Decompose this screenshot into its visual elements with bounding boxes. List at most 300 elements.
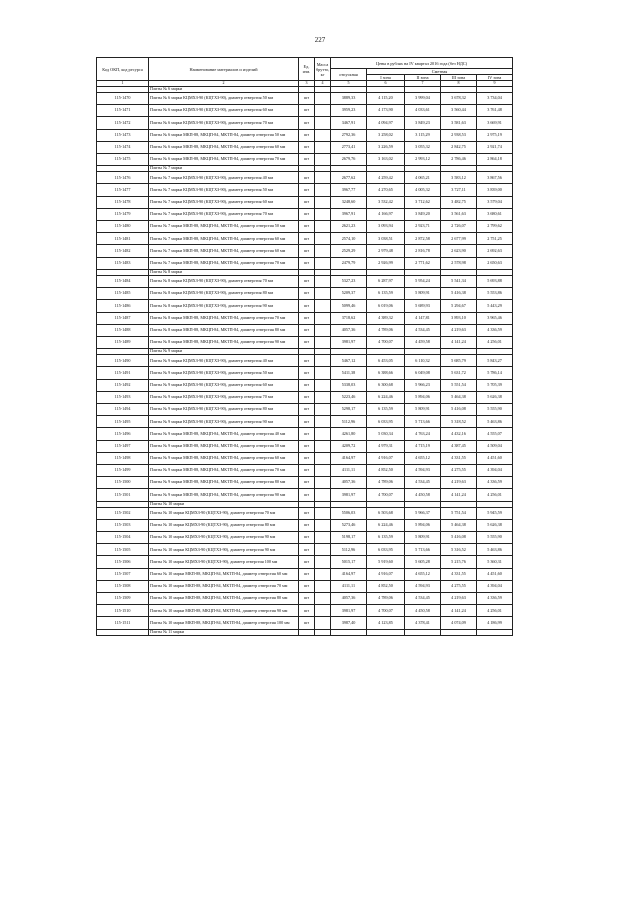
resource-code: 115-1511 [97, 617, 149, 629]
unit: шт [299, 507, 315, 519]
price-otpusknaya: 4164,97 [331, 568, 367, 580]
price-zone-3: 5 751,54 [441, 507, 477, 519]
material-name: Плиты № 9 марки МКП-88, МКЦП-84, МКТП-84, диаметр отверстия 80 мм [149, 477, 299, 489]
price-zone-2: 4 147,81 [405, 312, 441, 324]
price-zone-2: 5 894,06 [405, 519, 441, 531]
mass [315, 129, 331, 141]
price-zone-1: 4 173,90 [367, 105, 405, 117]
mass [315, 184, 331, 196]
column-number-7: 7 [405, 81, 441, 87]
price-zone-1: 6 224,46 [367, 519, 405, 531]
column-number-5: 5 [331, 81, 367, 87]
price-zone-3: 5 464,38 [441, 519, 477, 531]
price-zone-1: 5 030,34 [367, 428, 405, 440]
resource-code: 115-1475 [97, 153, 149, 165]
material-name: Плиты № 7 марки КЦМХЗ-90 (КЦТХЗ-90), диаметр отверстия 50 мм [149, 184, 299, 196]
resource-code: 115-1502 [97, 507, 149, 519]
table-row [97, 416, 513, 428]
header-zone-4: IV зона [477, 75, 513, 81]
material-name: Плиты № 7 марки МКП-88, МКЦП-84, МКТП-84, диаметр отверстия 70 мм [149, 257, 299, 269]
resource-code: 115-1489 [97, 336, 149, 348]
price-zone-2: 2 923,71 [405, 221, 441, 233]
resource-code: 115-1510 [97, 605, 149, 617]
group-empty-cell [441, 629, 477, 635]
unit: шт [299, 404, 315, 416]
resource-code: 115-1499 [97, 464, 149, 476]
unit: шт [299, 245, 315, 257]
material-name: Плиты № 9 марки МКП-88, МКЦП-84, МКТП-84, диаметр отверстия 50 мм [149, 440, 299, 452]
header-code: Код ОКП, код ресурса [97, 58, 149, 81]
price-zone-1: 4 259,42 [367, 172, 405, 184]
mass [315, 617, 331, 629]
price-otpusknaya: 3718,62 [331, 312, 367, 324]
price-otpusknaya: 5327,23 [331, 275, 367, 287]
price-zone-4: 2 650,63 [477, 257, 513, 269]
unit: шт [299, 416, 315, 428]
unit: шт [299, 519, 315, 531]
column-number-8: 8 [441, 81, 477, 87]
table-row [97, 245, 513, 257]
unit: шт [299, 593, 315, 605]
material-name: Плиты № 6 марки МКП-88, МКЦП-84, МКТП-84, диаметр отверстия 50 мм [149, 129, 299, 141]
price-zone-2: 4 534,45 [405, 324, 441, 336]
price-zone-1: 4 166,97 [367, 208, 405, 220]
price-zone-3: 4 331,55 [441, 568, 477, 580]
price-otpusknaya: 3987,40 [331, 617, 367, 629]
price-zone-3: 3 581,63 [441, 117, 477, 129]
price-zone-1: 6 135,59 [367, 288, 405, 300]
price-zone-3: 2 677,99 [441, 233, 477, 245]
resource-code: 115-1498 [97, 452, 149, 464]
price-otpusknaya: 4057,36 [331, 593, 367, 605]
price-zone-2: 2 872,58 [405, 233, 441, 245]
price-zone-4: 5 463,86 [477, 544, 513, 556]
material-name: Плиты № 9 марки КЦМХЗ-90 (КЦТХЗ-90), диаметр отверстия 90 мм [149, 416, 299, 428]
price-zone-1: 4 789,06 [367, 593, 405, 605]
resource-code: 115-1476 [97, 172, 149, 184]
resource-code: 115-1479 [97, 208, 149, 220]
material-name: Плиты № 8 марки КЦМХЗ-90 (КЦТХЗ-90), диаметр отверстия 90 мм [149, 300, 299, 312]
material-name: Плиты № 6 марки КЦМХЗ-90 (КЦТХЗ-90), диаметр отверстия 50 мм [149, 92, 299, 104]
price-otpusknaya: 3889,33 [331, 92, 367, 104]
unit: шт [299, 117, 315, 129]
price-otpusknaya: 2621,23 [331, 221, 367, 233]
mass [315, 379, 331, 391]
price-zone-1: 3 038,51 [367, 233, 405, 245]
mass [315, 580, 331, 592]
price-otpusknaya: 3967,91 [331, 208, 367, 220]
header-prices: Цены в рублях на IV квартал 2016 года (без НДС) [331, 58, 513, 69]
price-otpusknaya: 3981,97 [331, 489, 367, 501]
price-zone-3: 5 416,38 [441, 288, 477, 300]
unit: шт [299, 489, 315, 501]
material-name: Плиты № 9 марки КЦМХЗ-90 (КЦТХЗ-90), диаметр отверстия 40 мм [149, 355, 299, 367]
group-title: Плиты № 11 марки [149, 629, 299, 635]
mass [315, 544, 331, 556]
price-zone-2: 3 999,04 [405, 92, 441, 104]
resource-code: 115-1492 [97, 379, 149, 391]
price-zone-3: 3 678,32 [441, 92, 477, 104]
table-row [97, 593, 513, 605]
price-otpusknaya: 5298,17 [331, 404, 367, 416]
unit: шт [299, 324, 315, 336]
material-name: Плиты № 9 марки КЦМХЗ-90 (КЦТХЗ-90), диаметр отверстия 50 мм [149, 367, 299, 379]
resource-code: 115-1487 [97, 312, 149, 324]
material-name: Плиты № 10 марки КЦМХЗ-90 (КЦТХЗ-90), диаметр отверстия 80 мм [149, 519, 299, 531]
price-zone-3: 3 893,10 [441, 312, 477, 324]
price-zone-4: 5 626,38 [477, 391, 513, 403]
price-zone-1: 6 019,06 [367, 300, 405, 312]
column-number-2: 2 [149, 81, 299, 87]
material-name: Плиты № 10 марки МКП-88, МКЦП-84, МКТП-84, диаметр отверстия 90 мм [149, 605, 299, 617]
price-otpusknaya: 5467,12 [331, 355, 367, 367]
table-row [97, 404, 513, 416]
price-zone-3: 4 141,24 [441, 605, 477, 617]
price-zone-4: 4 186,99 [477, 617, 513, 629]
table-row [97, 544, 513, 556]
price-otpusknaya: 3248,60 [331, 196, 367, 208]
price-otpusknaya: 5273,46 [331, 519, 367, 531]
price-zone-4: 2 692,63 [477, 245, 513, 257]
price-otpusknaya: 4209,72 [331, 440, 367, 452]
price-zone-2: 4 594,93 [405, 464, 441, 476]
unit: шт [299, 172, 315, 184]
unit: шт [299, 452, 315, 464]
price-zone-1: 6 033,95 [367, 416, 405, 428]
group-empty-cell [299, 629, 315, 635]
price-zone-1: 3 258,02 [367, 129, 405, 141]
price-otpusknaya: 4057,36 [331, 324, 367, 336]
resource-code: 115-1508 [97, 580, 149, 592]
material-name: Плиты № 9 марки МКП-88, МКЦП-84, МКТП-84, диаметр отверстия 60 мм [149, 452, 299, 464]
price-zone-1: 4 700,07 [367, 605, 405, 617]
group-empty-cell [315, 629, 331, 635]
price-otpusknaya: 2677,62 [331, 172, 367, 184]
table-row [97, 153, 513, 165]
header-smetnaya: Сметная [367, 69, 513, 75]
table-row [97, 336, 513, 348]
price-zone-1: 4 852,50 [367, 464, 405, 476]
mass [315, 221, 331, 233]
resource-code: 115-1473 [97, 129, 149, 141]
price-otpusknaya: 3967,77 [331, 184, 367, 196]
price-zone-2: 3 712,62 [405, 196, 441, 208]
unit: шт [299, 300, 315, 312]
group-empty-cell [405, 629, 441, 635]
mass [315, 196, 331, 208]
material-name: Плиты № 7 марки МКП-88, МКЦП-84, МКТП-84, диаметр отверстия 50 мм [149, 221, 299, 233]
header-unit: Ед. изм. [299, 58, 315, 81]
price-zone-3: 2 726,07 [441, 221, 477, 233]
resource-code: 115-1500 [97, 477, 149, 489]
price-zone-3: 4 275,55 [441, 580, 477, 592]
table-row [97, 379, 513, 391]
price-otpusknaya: 5223,46 [331, 391, 367, 403]
price-zone-4: 3 734,04 [477, 92, 513, 104]
price-zone-1: 6 135,59 [367, 532, 405, 544]
price-zone-1: 3 163,02 [367, 153, 405, 165]
price-zone-2: 6 049,08 [405, 367, 441, 379]
material-name: Плиты № 10 марки КЦМХЗ-90 (КЦТХЗ-90), диаметр отверстия 70 мм [149, 507, 299, 519]
table-row [97, 275, 513, 287]
price-zone-2: 4 715,19 [405, 440, 441, 452]
price-zone-4: 5 626,38 [477, 519, 513, 531]
resource-code: 115-1474 [97, 141, 149, 153]
price-zone-1: 4 389,32 [367, 312, 405, 324]
price-zone-2: 4 450,58 [405, 605, 441, 617]
unit: шт [299, 141, 315, 153]
price-zone-1: 4 115,20 [367, 92, 405, 104]
resource-code: 115-1501 [97, 489, 149, 501]
price-zone-2: 5 713,66 [405, 416, 441, 428]
price-zone-2: 5 809,91 [405, 404, 441, 416]
price-zone-3: 2 842,75 [441, 141, 477, 153]
table-row [97, 605, 513, 617]
material-name: Плиты № 9 марки МКП-88, МКЦП-84, МКТП-84, диаметр отверстия 40 мм [149, 428, 299, 440]
unit: шт [299, 379, 315, 391]
price-otpusknaya: 2679,76 [331, 153, 367, 165]
price-zone-3: 5 316,52 [441, 544, 477, 556]
table-row [97, 141, 513, 153]
price-zone-1: 4 852,50 [367, 580, 405, 592]
mass [315, 172, 331, 184]
mass [315, 92, 331, 104]
group-title: Плиты № 10 марки [149, 501, 299, 507]
price-zone-2: 2 771,62 [405, 257, 441, 269]
price-zone-3: 5 215,76 [441, 556, 477, 568]
price-zone-4: 4 256,01 [477, 489, 513, 501]
resource-code: 115-1495 [97, 416, 149, 428]
price-zone-3: 4 387,45 [441, 440, 477, 452]
table-row [97, 568, 513, 580]
price-zone-3: 3 482,75 [441, 196, 477, 208]
resource-code: 115-1503 [97, 519, 149, 531]
resource-code: 115-1494 [97, 404, 149, 416]
price-zone-2: 5 605,28 [405, 556, 441, 568]
price-zone-4: 3 965,46 [477, 312, 513, 324]
column-number-3: 3 [299, 81, 315, 87]
price-zone-3: 2 623,90 [441, 245, 477, 257]
material-name: Плиты № 8 марки КЦМХЗ-90 (КЦТХЗ-90), диаметр отверстия 80 мм [149, 288, 299, 300]
unit: шт [299, 544, 315, 556]
price-zone-4: 3 839,00 [477, 184, 513, 196]
mass [315, 117, 331, 129]
table-row [97, 532, 513, 544]
table-row [97, 355, 513, 367]
price-zone-1: 4 094,97 [367, 117, 405, 129]
table-row [97, 477, 513, 489]
price-zone-2: 4 655,12 [405, 568, 441, 580]
price-otpusknaya: 5099,46 [331, 300, 367, 312]
price-zone-1: 6 300,68 [367, 379, 405, 391]
price-zone-1: 4 700,07 [367, 336, 405, 348]
mass [315, 489, 331, 501]
resource-code: 115-1505 [97, 544, 149, 556]
unit: шт [299, 440, 315, 452]
price-zone-4: 5 443,29 [477, 300, 513, 312]
price-zone-3: 4 141,24 [441, 336, 477, 348]
price-zone-1: 3 226,59 [367, 141, 405, 153]
price-zone-3: 5 294,67 [441, 300, 477, 312]
price-otpusknaya: 5506,03 [331, 507, 367, 519]
resource-code: 115-1507 [97, 568, 149, 580]
price-zone-2: 5 894,06 [405, 391, 441, 403]
price-zone-1: 2 926,99 [367, 257, 405, 269]
price-otpusknaya: 5198,17 [331, 532, 367, 544]
table-row [97, 172, 513, 184]
material-name: Плиты № 9 марки КЦМХЗ-90 (КЦТХЗ-90), диаметр отверстия 60 мм [149, 379, 299, 391]
table-row [97, 288, 513, 300]
price-zone-4: 5 843,27 [477, 355, 513, 367]
table-row [97, 105, 513, 117]
price-otpusknaya: 4111,11 [331, 580, 367, 592]
price-zone-3: 5 541,34 [441, 275, 477, 287]
mass [315, 464, 331, 476]
price-zone-4: 5 786,14 [477, 367, 513, 379]
price-zone-1: 4 700,07 [367, 489, 405, 501]
price-zone-3: 2 578,98 [441, 257, 477, 269]
mass [315, 275, 331, 287]
material-name: Плиты № 10 марки МКП-88, МКЦП-84, МКТП-84, диаметр отверстия 70 мм [149, 580, 299, 592]
mass [315, 257, 331, 269]
table-row [97, 208, 513, 220]
price-zone-2: 3 055,32 [405, 141, 441, 153]
mass [315, 336, 331, 348]
table-row [97, 452, 513, 464]
table-row [97, 196, 513, 208]
material-name: Плиты № 9 марки КЦМХЗ-90 (КЦТХЗ-90), диаметр отверстия 80 мм [149, 404, 299, 416]
unit: шт [299, 257, 315, 269]
price-otpusknaya: 5209,37 [331, 288, 367, 300]
price-zone-4: 3 680,61 [477, 208, 513, 220]
price-otpusknaya: 4111,11 [331, 464, 367, 476]
table-row [97, 617, 513, 629]
price-zone-4: 2 799,62 [477, 221, 513, 233]
material-name: Плиты № 10 марки МКП-88, МКЦП-84, МКТП-84, диаметр отверстия 100 мм [149, 617, 299, 629]
price-zone-4: 2 864,18 [477, 153, 513, 165]
price-zone-3: 4 141,24 [441, 489, 477, 501]
mass [315, 355, 331, 367]
resource-code: 115-1482 [97, 245, 149, 257]
price-zone-1: 3 532,42 [367, 196, 405, 208]
unit: шт [299, 196, 315, 208]
price-zone-2: 4 378,41 [405, 617, 441, 629]
column-number-6: 6 [367, 81, 405, 87]
mass [315, 208, 331, 220]
price-zone-4: 3 761,48 [477, 105, 513, 117]
price-zone-3: 4 219,63 [441, 477, 477, 489]
mass [315, 416, 331, 428]
price-zone-2: 4 033,61 [405, 105, 441, 117]
price-zone-1: 6 503,68 [367, 507, 405, 519]
price-zone-4: 2 921,74 [477, 141, 513, 153]
price-zone-1: 6 224,46 [367, 391, 405, 403]
unit: шт [299, 580, 315, 592]
price-zone-1: 6 388,66 [367, 367, 405, 379]
mass [315, 153, 331, 165]
mass [315, 605, 331, 617]
price-zone-1: 3 093,94 [367, 221, 405, 233]
unit: шт [299, 568, 315, 580]
mass [315, 391, 331, 403]
header-zone-2: II зона [405, 75, 441, 81]
price-otpusknaya: 4057,36 [331, 477, 367, 489]
price-zone-2: 5 809,91 [405, 288, 441, 300]
table-row [97, 580, 513, 592]
resource-code: 115-1484 [97, 275, 149, 287]
unit: шт [299, 605, 315, 617]
price-zone-2: 4 065,21 [405, 172, 441, 184]
price-zone-4: 4 555,07 [477, 428, 513, 440]
column-number-9: 9 [477, 81, 513, 87]
mass [315, 440, 331, 452]
material-name: Плиты № 7 марки МКП-88, МКЦП-84, МКТП-84, диаметр отверстия 60 мм [149, 245, 299, 257]
mass [315, 452, 331, 464]
price-zone-2: 4 534,45 [405, 477, 441, 489]
table-row [97, 391, 513, 403]
material-name: Плиты № 6 марки МКП-88, МКЦП-84, МКТП-84, диаметр отверстия 70 мм [149, 153, 299, 165]
price-otpusknaya: 3981,97 [331, 336, 367, 348]
price-zone-2: 5 966,37 [405, 507, 441, 519]
material-name: Плиты № 10 марки КЦМХЗ-90 (КЦТХЗ-90), диаметр отверстия 90 мм [149, 544, 299, 556]
material-name: Плиты № 10 марки КЦМХЗ-90 (КЦТХЗ-90), диаметр отверстия 90 мм [149, 532, 299, 544]
price-zone-4: 3 579,04 [477, 196, 513, 208]
price-zone-3: 4 331,55 [441, 452, 477, 464]
price-zone-2: 3 849,20 [405, 208, 441, 220]
price-otpusknaya: 5112,96 [331, 416, 367, 428]
resource-code: 115-1470 [97, 92, 149, 104]
price-zone-1: 4 916,07 [367, 452, 405, 464]
price-zone-2: 4 534,45 [405, 593, 441, 605]
unit: шт [299, 129, 315, 141]
price-zone-4: 4 394,04 [477, 580, 513, 592]
price-zone-4: 5 945,59 [477, 507, 513, 519]
resource-code: 115-1504 [97, 532, 149, 544]
price-zone-3: 4 275,55 [441, 464, 477, 476]
mass [315, 233, 331, 245]
group-title: Плиты № 9 марки [149, 349, 299, 355]
price-zone-4: 4 394,04 [477, 464, 513, 476]
price-zone-4: 4 336,59 [477, 324, 513, 336]
price-zone-3: 2 938,53 [441, 129, 477, 141]
table-row [97, 367, 513, 379]
group-code-cell [97, 629, 149, 635]
group-title: Плиты № 8 марки [149, 269, 299, 275]
price-zone-4: 5 555,90 [477, 532, 513, 544]
material-name: Плиты № 6 марки КЦМХЗ-90 (КЦТХЗ-90), диаметр отверстия 60 мм [149, 105, 299, 117]
mass [315, 519, 331, 531]
table-row [97, 489, 513, 501]
price-otpusknaya: 3959,23 [331, 105, 367, 117]
price-zone-4: 3 669,91 [477, 117, 513, 129]
mass [315, 300, 331, 312]
resource-code: 115-1490 [97, 355, 149, 367]
price-zone-1: 6 453,05 [367, 355, 405, 367]
price-zone-3: 5 318,52 [441, 416, 477, 428]
price-otpusknaya: 4164,97 [331, 452, 367, 464]
price-zone-1: 6 135,59 [367, 404, 405, 416]
header-zone-3: III зона [441, 75, 477, 81]
price-zone-1: 4 916,07 [367, 568, 405, 580]
price-zone-2: 4 005,32 [405, 184, 441, 196]
material-name: Плиты № 8 марки МКП-88, МКЦП-84, МКТП-84, диаметр отверстия 70 мм [149, 312, 299, 324]
unit: шт [299, 221, 315, 233]
price-zone-2: 3 849,23 [405, 117, 441, 129]
price-otpusknaya: 3467,91 [331, 117, 367, 129]
price-zone-4: 4 336,59 [477, 477, 513, 489]
price-zone-2: 5 966,23 [405, 379, 441, 391]
price-zone-3: 4 432,16 [441, 428, 477, 440]
